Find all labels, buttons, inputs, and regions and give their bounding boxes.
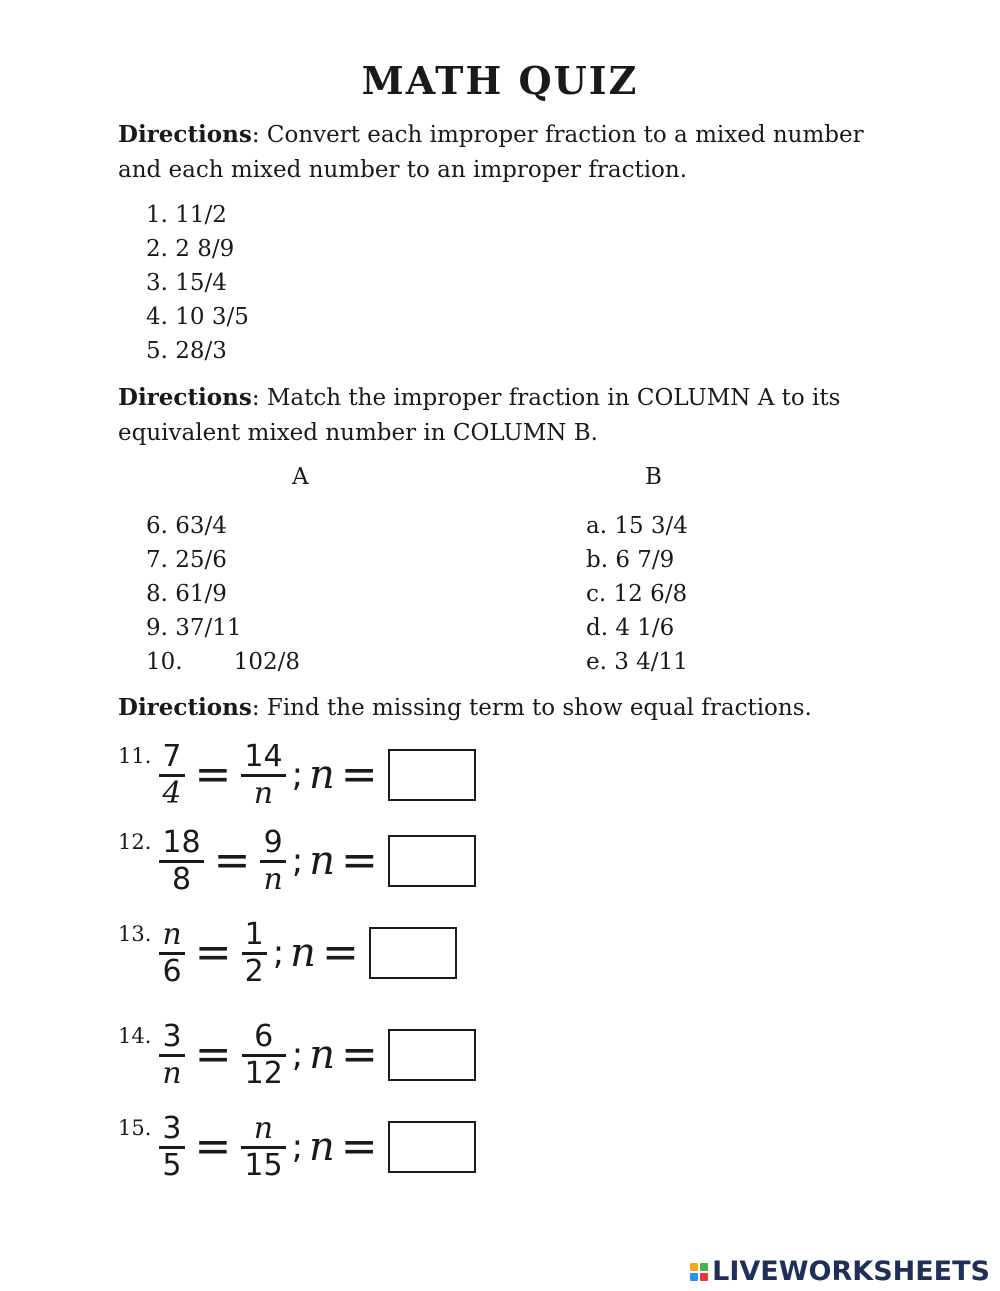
directions-1 — [118, 117, 908, 188]
denominator: 4 — [162, 775, 182, 811]
directions-text: : Convert each improper fraction to a mixed number and each mixed number to an improper fraction. — [118, 122, 864, 183]
liveworksheets-logo — [690, 1256, 990, 1287]
right-fraction — [242, 918, 267, 989]
denominator: 15 — [244, 1147, 283, 1183]
column-b-item: e. 3 4/11 — [586, 649, 688, 675]
question-number: 14. — [118, 1024, 152, 1048]
equals-sign: = — [194, 927, 232, 978]
column-a-header: A — [292, 464, 309, 490]
equals-sign: = — [194, 1121, 232, 1172]
numerator: 3 — [162, 1018, 182, 1054]
numerator: 7 — [162, 738, 182, 774]
left-fraction — [159, 1020, 184, 1091]
equals-sign: = — [341, 1029, 378, 1080]
equals-sign: = — [213, 835, 251, 886]
list-item: 4. 10 3/5 — [146, 304, 249, 330]
left-fraction — [159, 918, 184, 989]
column-a-item: 6. 63/4 — [146, 513, 227, 539]
denominator: n — [253, 775, 274, 811]
numerator: 18 — [162, 824, 201, 860]
column-b-item: d. 4 1/6 — [586, 615, 675, 641]
column-a-item: 7. 25/6 — [146, 547, 227, 573]
brand-name: LIVEWORKSHEETS — [712, 1256, 990, 1287]
answer-box[interactable] — [369, 927, 457, 979]
right-fraction — [241, 740, 285, 811]
equals-sign: = — [341, 835, 378, 886]
numerator: 3 — [162, 1110, 182, 1146]
right-fraction — [241, 1112, 285, 1183]
variable-n: n — [309, 1124, 335, 1170]
numerator: n — [162, 916, 182, 952]
question-number: 12. — [118, 830, 152, 854]
list-item: 2. 2 8/9 — [146, 236, 235, 262]
logo-block — [700, 1263, 708, 1271]
logo-block — [690, 1263, 698, 1271]
column-a-item: 9. 37/11 — [146, 615, 242, 641]
numerator: 1 — [244, 916, 264, 952]
equation-row — [118, 826, 476, 896]
denominator: 12 — [244, 1055, 283, 1091]
list-item: 3. 15/4 — [146, 270, 227, 296]
column-b-item: a. 15 3/4 — [586, 513, 688, 539]
directions-text: : Find the missing term to show equal fractions. — [251, 695, 812, 721]
column-a-item: 10. 102/8 — [146, 649, 301, 675]
question-number: 13. — [118, 922, 152, 946]
column-b-item: b. 6 7/9 — [586, 547, 675, 573]
directions-label: Directions — [118, 384, 252, 411]
numerator: 6 — [254, 1018, 274, 1054]
list-item: 1. 11/2 — [146, 202, 227, 228]
question-number: 15. — [118, 1116, 152, 1140]
right-fraction — [260, 826, 285, 897]
variable-n: n — [309, 838, 336, 884]
column-b-item: c. 12 6/8 — [586, 581, 688, 607]
semicolon: ; — [291, 1127, 304, 1167]
directions-text: : Match the improper fraction in COLUMN A to its equivalent mixed number in COLUMN B. — [118, 385, 841, 446]
equals-sign: = — [340, 749, 378, 800]
answer-box[interactable] — [388, 1029, 476, 1081]
left-fraction — [159, 826, 203, 897]
equation-row — [118, 918, 457, 988]
denominator: 5 — [162, 1147, 182, 1183]
logo-block — [700, 1273, 708, 1281]
semicolon: ; — [291, 841, 304, 881]
denominator: 6 — [162, 953, 182, 989]
right-fraction — [242, 1020, 286, 1091]
denominator: n — [263, 861, 283, 897]
numerator: n — [253, 1110, 274, 1146]
variable-n: n — [290, 930, 316, 976]
equation-row — [118, 740, 476, 810]
list-item: 5. 28/3 — [146, 338, 227, 364]
denominator: 8 — [171, 861, 192, 897]
semicolon: ; — [291, 755, 304, 795]
equals-sign: = — [194, 749, 232, 800]
equals-sign: = — [340, 1121, 378, 1172]
variable-n: n — [309, 1032, 336, 1078]
equals-sign: = — [321, 927, 359, 978]
equation-row — [118, 1020, 476, 1090]
answer-box[interactable] — [388, 835, 476, 887]
question-number: 11. — [118, 744, 152, 768]
directions-label: Directions — [118, 121, 252, 148]
equation-row — [118, 1112, 476, 1182]
denominator: 2 — [244, 953, 264, 989]
directions-2 — [118, 380, 908, 451]
numerator: 14 — [244, 738, 283, 774]
answer-box[interactable] — [388, 749, 476, 801]
numerator: 9 — [263, 824, 283, 860]
answer-box[interactable] — [388, 1121, 476, 1173]
quiz-title: MATH QUIZ — [361, 58, 639, 103]
semicolon: ; — [272, 933, 285, 973]
equals-sign: = — [194, 1029, 232, 1080]
column-a-item: 8. 61/9 — [146, 581, 227, 607]
column-b-header: B — [645, 464, 662, 490]
directions-label: Directions — [118, 694, 252, 721]
logo-blocks-icon — [690, 1263, 708, 1281]
left-fraction — [159, 1112, 184, 1183]
semicolon: ; — [291, 1035, 304, 1075]
left-fraction — [159, 740, 184, 811]
directions-3 — [118, 690, 908, 726]
logo-block — [690, 1273, 698, 1281]
denominator: n — [162, 1055, 182, 1091]
variable-n: n — [309, 752, 335, 798]
